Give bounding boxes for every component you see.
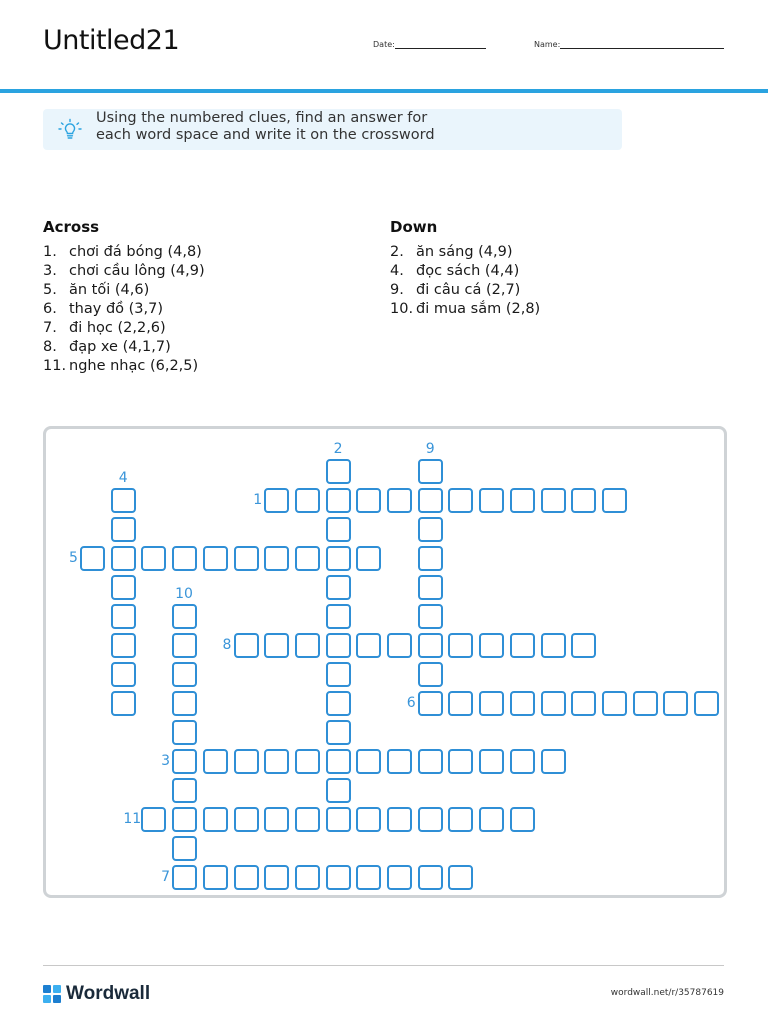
- crossword-cell[interactable]: [633, 691, 658, 716]
- crossword-cell[interactable]: [203, 865, 228, 890]
- crossword-cell[interactable]: [111, 691, 136, 716]
- crossword-cell[interactable]: [172, 720, 197, 745]
- clue-number-label: 4: [118, 470, 128, 486]
- crossword-cell[interactable]: [172, 633, 197, 658]
- crossword-cell[interactable]: [326, 633, 351, 658]
- crossword-grid: [43, 426, 727, 898]
- crossword-cell[interactable]: [418, 604, 443, 629]
- clue-number-label: 11: [123, 811, 142, 827]
- crossword-cell[interactable]: [510, 633, 535, 658]
- clue-item: [390, 243, 540, 262]
- instruction-line: Using the numbered clues, find an answer for: [96, 110, 428, 126]
- crossword-cell[interactable]: [663, 691, 688, 716]
- crossword-cell[interactable]: [356, 488, 381, 513]
- crossword-cell[interactable]: [571, 633, 596, 658]
- crossword-cell[interactable]: [172, 807, 197, 832]
- crossword-cell[interactable]: [172, 778, 197, 803]
- clue-number: 9.: [390, 282, 404, 298]
- crossword-cell[interactable]: [234, 546, 259, 571]
- clue-text: đi học (2,2,6): [69, 320, 166, 336]
- clue-text: đọc sách (4,4): [416, 263, 520, 279]
- crossword-cell[interactable]: [356, 807, 381, 832]
- clue-item: [43, 319, 205, 338]
- crossword-cell[interactable]: [111, 488, 136, 513]
- clue-text: đạp xe (4,1,7): [69, 339, 171, 355]
- header-divider: [0, 89, 768, 93]
- instruction-text: [96, 110, 435, 144]
- crossword-cell[interactable]: [356, 633, 381, 658]
- crossword-cell[interactable]: [510, 807, 535, 832]
- crossword-cell[interactable]: [448, 488, 473, 513]
- clue-number: 7.: [43, 320, 57, 336]
- clue-number: 4.: [390, 263, 404, 279]
- crossword-cell[interactable]: [479, 691, 504, 716]
- clue-item: [390, 300, 540, 319]
- crossword-cell[interactable]: [326, 488, 351, 513]
- down-clues: [390, 218, 540, 319]
- crossword-cell[interactable]: [418, 546, 443, 571]
- clue-text: chơi đá bóng (4,8): [69, 244, 202, 260]
- crossword-cell[interactable]: [571, 691, 596, 716]
- crossword-cell[interactable]: [356, 749, 381, 774]
- brand-name: Wordwall: [66, 983, 151, 1004]
- crossword-cell[interactable]: [356, 865, 381, 890]
- clue-text: đi mua sắm (2,8): [416, 301, 541, 317]
- crossword-cell[interactable]: [602, 691, 627, 716]
- crossword-cell[interactable]: [571, 488, 596, 513]
- crossword-cell[interactable]: [479, 807, 504, 832]
- crossword-cell[interactable]: [172, 546, 197, 571]
- crossword-cell[interactable]: [172, 691, 197, 716]
- date-field[interactable]: [373, 38, 486, 49]
- crossword-cell[interactable]: [295, 865, 320, 890]
- clue-number: 8.: [43, 339, 57, 355]
- clue-number-label: 2: [333, 441, 343, 457]
- clue-number: 1.: [43, 244, 57, 260]
- instruction-box: [43, 109, 622, 150]
- crossword-cell[interactable]: [602, 488, 627, 513]
- crossword-cell[interactable]: [326, 662, 351, 687]
- crossword-cell[interactable]: [479, 749, 504, 774]
- clue-item: [43, 243, 205, 262]
- crossword-cell[interactable]: [111, 633, 136, 658]
- crossword-cell[interactable]: [264, 865, 289, 890]
- clue-number-label: 5: [69, 550, 78, 566]
- crossword-cell[interactable]: [172, 662, 197, 687]
- clue-text: chơi cầu lông (4,9): [69, 263, 205, 279]
- crossword-cell[interactable]: [326, 778, 351, 803]
- crossword-cell[interactable]: [203, 807, 228, 832]
- crossword-cell[interactable]: [172, 749, 197, 774]
- crossword-cell[interactable]: [418, 807, 443, 832]
- clue-number: 5.: [43, 282, 57, 298]
- clue-text: ăn sáng (4,9): [416, 244, 513, 260]
- clue-item: [43, 357, 205, 376]
- clue-number-label: 8: [222, 637, 232, 653]
- clue-number: 3.: [43, 263, 57, 279]
- crossword-cell[interactable]: [234, 865, 259, 890]
- crossword-cell[interactable]: [111, 604, 136, 629]
- crossword-cell[interactable]: [295, 749, 320, 774]
- crossword-cell[interactable]: [264, 807, 289, 832]
- source-url: wordwall.net/r/35787619: [610, 988, 724, 998]
- clue-number-label: 1: [253, 492, 263, 508]
- crossword-cell[interactable]: [418, 865, 443, 890]
- crossword-cell[interactable]: [203, 749, 228, 774]
- instruction-line: each word space and write it on the crossword: [96, 127, 435, 143]
- crossword-cell[interactable]: [510, 488, 535, 513]
- crossword-cell[interactable]: [510, 749, 535, 774]
- crossword-cell[interactable]: [387, 749, 412, 774]
- crossword-cell[interactable]: [203, 546, 228, 571]
- crossword-cell[interactable]: [172, 865, 197, 890]
- clue-item: [43, 281, 205, 300]
- clue-text: đi câu cá (2,7): [416, 282, 521, 298]
- name-line: [560, 38, 724, 49]
- crossword-cell[interactable]: [234, 807, 259, 832]
- crossword-cell[interactable]: [694, 691, 719, 716]
- crossword-cell[interactable]: [234, 749, 259, 774]
- crossword-cell[interactable]: [418, 691, 443, 716]
- clue-text: nghe nhạc (6,2,5): [69, 358, 199, 374]
- crossword-cell[interactable]: [418, 749, 443, 774]
- wordwall-logo: [43, 984, 150, 1004]
- clue-item: [390, 281, 540, 300]
- crossword-cell[interactable]: [418, 633, 443, 658]
- clue-number-label: 10: [175, 586, 193, 602]
- crossword-cell[interactable]: [541, 691, 566, 716]
- crossword-cell[interactable]: [418, 488, 443, 513]
- crossword-cell[interactable]: [264, 488, 289, 513]
- clue-number: 2.: [390, 244, 404, 260]
- crossword-cell[interactable]: [111, 517, 136, 542]
- name-field[interactable]: [534, 38, 724, 49]
- crossword-cell[interactable]: [326, 749, 351, 774]
- crossword-cell[interactable]: [326, 720, 351, 745]
- crossword-cell[interactable]: [387, 865, 412, 890]
- crossword-cell[interactable]: [172, 604, 197, 629]
- page-title: Untitled21: [43, 25, 180, 56]
- crossword-cell[interactable]: [326, 546, 351, 571]
- clue-item: [43, 300, 205, 319]
- crossword-cell[interactable]: [141, 807, 166, 832]
- crossword-cell[interactable]: [111, 662, 136, 687]
- crossword-cell[interactable]: [448, 691, 473, 716]
- clue-number-label: 7: [161, 869, 171, 885]
- crossword-cell[interactable]: [326, 691, 351, 716]
- crossword-cell[interactable]: [295, 807, 320, 832]
- crossword-cell[interactable]: [295, 633, 320, 658]
- crossword-cell[interactable]: [448, 807, 473, 832]
- crossword-cell[interactable]: [326, 865, 351, 890]
- crossword-cell[interactable]: [326, 604, 351, 629]
- crossword-cell[interactable]: [141, 546, 166, 571]
- clue-text: thay đồ (3,7): [69, 301, 164, 317]
- crossword-cell[interactable]: [264, 633, 289, 658]
- crossword-cell[interactable]: [326, 459, 351, 484]
- crossword-cell[interactable]: [326, 517, 351, 542]
- crossword-cell[interactable]: [479, 488, 504, 513]
- crossword-cell[interactable]: [111, 575, 136, 600]
- crossword-cell[interactable]: [418, 662, 443, 687]
- crossword-cell[interactable]: [326, 575, 351, 600]
- clue-number-label: 6: [406, 695, 416, 711]
- crossword-cell[interactable]: [448, 865, 473, 890]
- lightbulb-icon: [57, 117, 83, 143]
- wordwall-logo-icon: [43, 985, 61, 1003]
- clue-number: 11.: [43, 358, 67, 374]
- crossword-cell[interactable]: [541, 633, 566, 658]
- crossword-cell[interactable]: [295, 488, 320, 513]
- crossword-cell[interactable]: [264, 546, 289, 571]
- crossword-cell[interactable]: [418, 459, 443, 484]
- crossword-cell[interactable]: [295, 546, 320, 571]
- crossword-cell[interactable]: [387, 633, 412, 658]
- crossword-cell[interactable]: [479, 633, 504, 658]
- crossword-cell[interactable]: [387, 807, 412, 832]
- clue-number-label: 3: [161, 753, 171, 769]
- crossword-cell[interactable]: [510, 691, 535, 716]
- clue-number-label: 9: [425, 441, 435, 457]
- crossword-cell[interactable]: [448, 749, 473, 774]
- crossword-cell[interactable]: [264, 749, 289, 774]
- footer-divider: [43, 965, 724, 966]
- crossword-cell[interactable]: [387, 488, 412, 513]
- across-clues: [43, 218, 205, 376]
- clue-number: 6.: [43, 301, 57, 317]
- crossword-cell[interactable]: [356, 546, 381, 571]
- crossword-cell[interactable]: [541, 488, 566, 513]
- clue-item: [43, 262, 205, 281]
- crossword-cell[interactable]: [172, 836, 197, 861]
- crossword-cell[interactable]: [541, 749, 566, 774]
- date-label: Date:: [373, 40, 395, 49]
- crossword-cell[interactable]: [418, 517, 443, 542]
- down-heading: Down: [390, 218, 438, 236]
- date-line: [395, 38, 486, 49]
- crossword-cell[interactable]: [111, 546, 136, 571]
- across-heading: Across: [43, 218, 100, 236]
- crossword-cell[interactable]: [234, 633, 259, 658]
- crossword-cell[interactable]: [448, 633, 473, 658]
- clue-text: ăn tối (4,6): [69, 282, 150, 298]
- crossword-cell[interactable]: [326, 807, 351, 832]
- clue-item: [43, 338, 205, 357]
- clue-item: [390, 262, 540, 281]
- crossword-cell[interactable]: [418, 575, 443, 600]
- crossword-cell[interactable]: [80, 546, 105, 571]
- name-label: Name:: [534, 40, 561, 49]
- clue-number: 10.: [390, 301, 414, 317]
